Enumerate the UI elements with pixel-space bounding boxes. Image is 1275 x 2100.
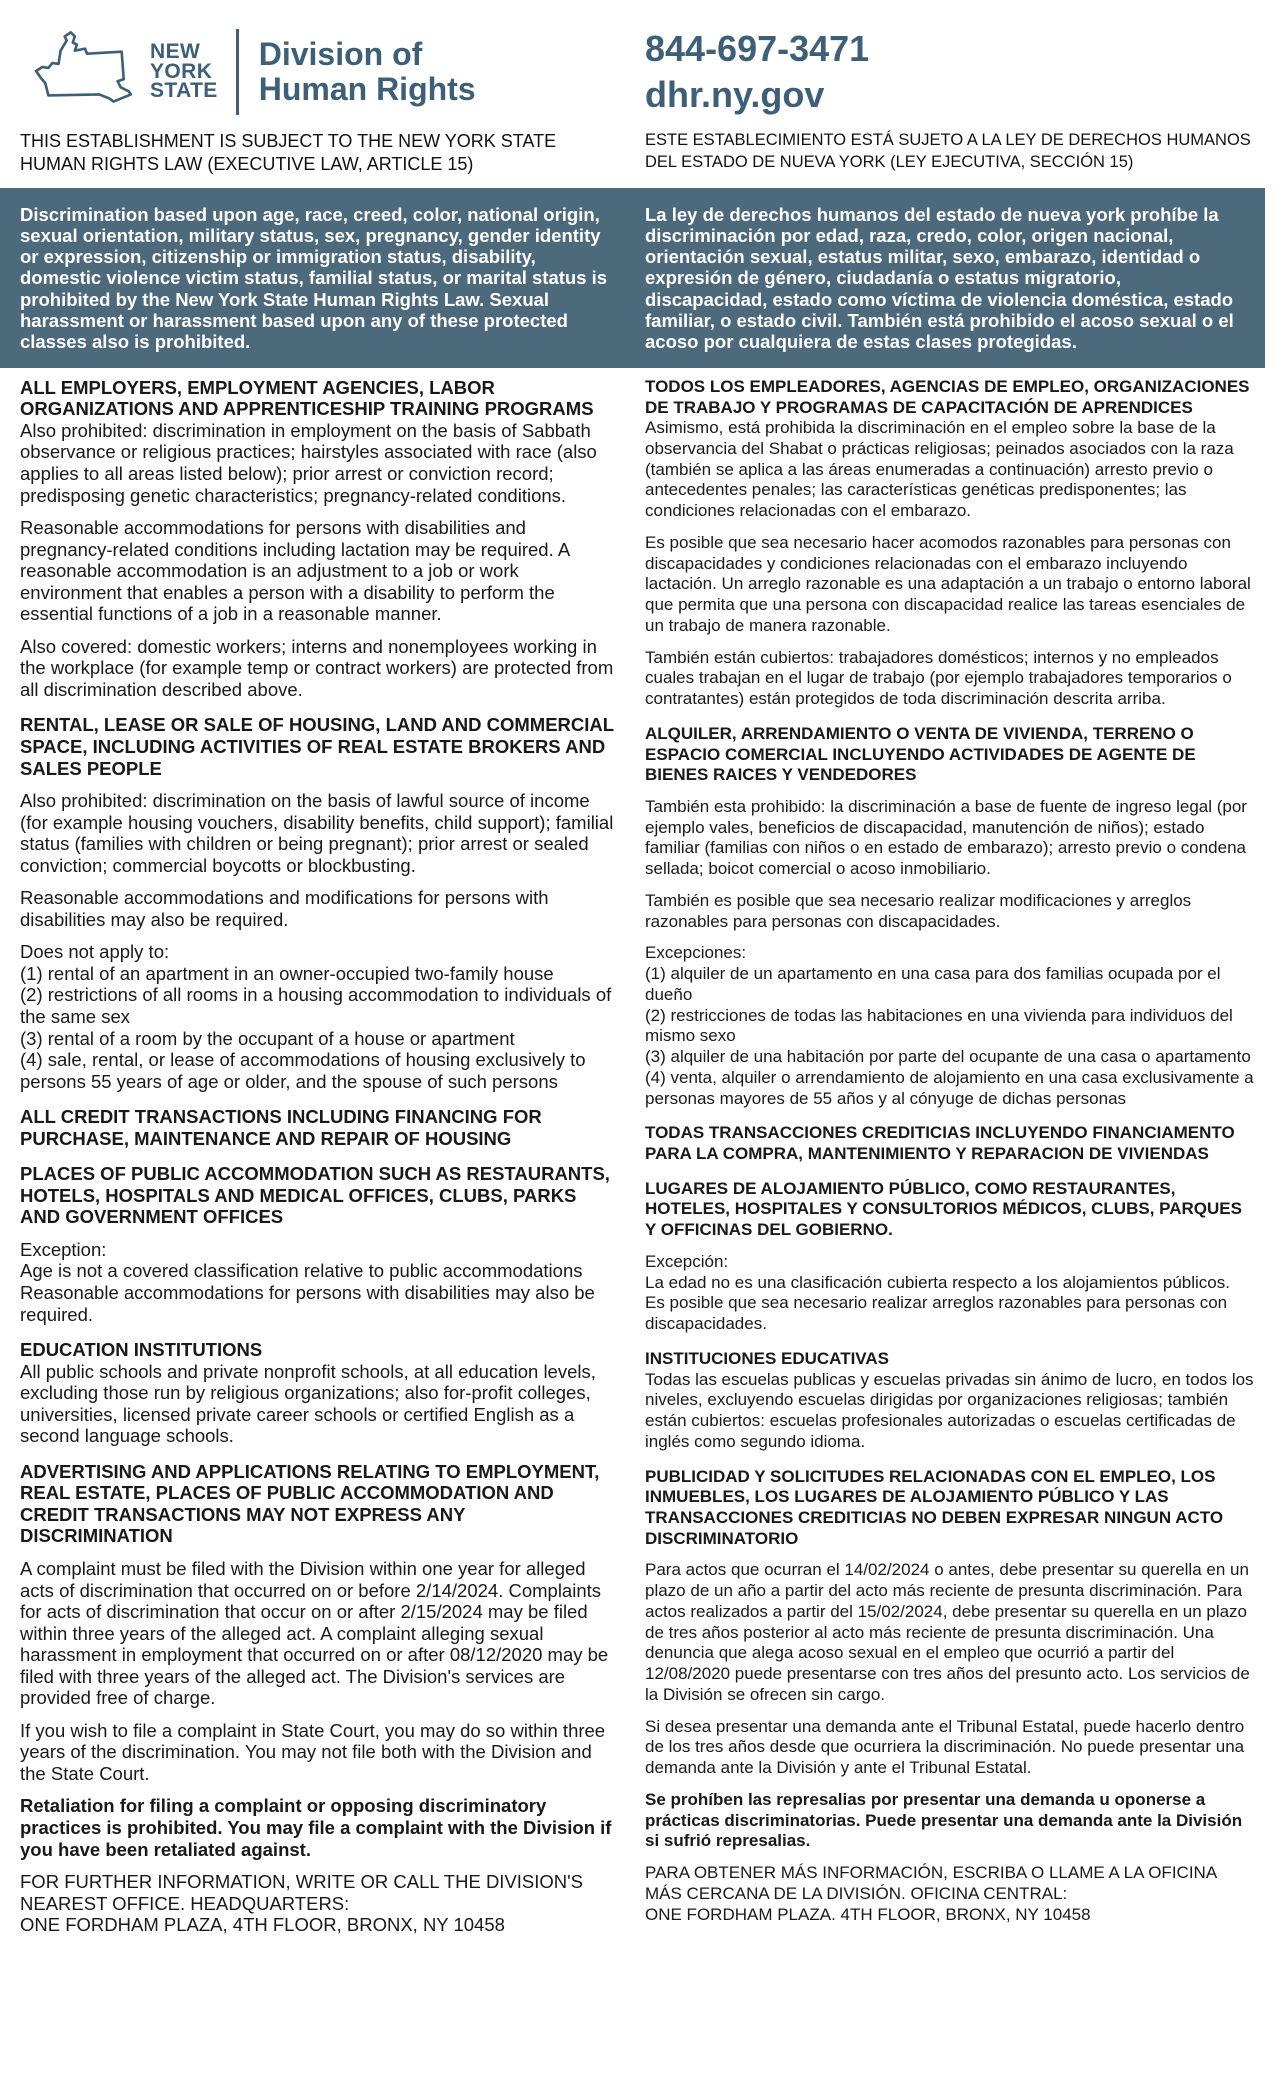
section-heading: ALL CREDIT TRANSACTIONS INCLUDING FINANCING FOR PURCHASE, MAINTENANCE AND REPAIR OF HOUSING [20, 1106, 542, 1149]
paragraph: Asimismo, está prohibida la discriminación en el empleo sobre la base de la observancia del Shabat o prácticas religiosas; peinados asociados con la raza (también se aplica a las áreas enumeradas a continuación) arresto previo o antecedentes penales; las características genéticas predisponentes; las condiciones relacionadas con el embarazo. [645, 418, 1234, 521]
section-heading: TODAS TRANSACCIONES CREDITICIAS INCLUYENDO FINANCIAMENTO PARA LA COMPRA, MANTENIMIENTO Y REPARACION DE VIVIENDAS [645, 1123, 1235, 1163]
subject-row [0, 122, 1275, 176]
paragraph: Also prohibited: discrimination in employment on the basis of Sabbath observance or religious practices; hairstyles associated with race (also applies to all areas listed below); prior arrest or conviction record; predisposing genetic characteristics; pregnancy-related conditions. [20, 419, 597, 506]
paragraph: También están cubiertos: trabajadores domésticos; internos y no empleados cuales trabajan en el lugar de trabajo (por ejemplo trabajadores temporarios o contratantes) están protegidos de toda discriminación descrita arriba. [645, 647, 1232, 709]
logo-division-name: Division of Human Rights [258, 36, 476, 107]
paragraph: Excepción: La edad no es una clasificación cubierta respecto a los alojamientos públicos. Es posible que sea necesario realizar arreglos razonables para personas con discapacidades. [645, 1251, 1230, 1334]
paragraph: Para actos que ocurran el 14/02/2024 o antes, debe presentar su querella en un plazo de un año a partir del acto más reciente de presunta discriminación. Para actos realizados a partir del 15/02/2024, debe presentar su querella en un plazo de tres años posterior al acto más reciente de presunta discriminación. Una denuncia que alega acoso sexual en el empleo que ocurrió a partir del 12/08/2020 puede presentarse con tres años del presunto acto. Los servicios de la División se ofrecen sin cargo. [645, 1560, 1250, 1704]
paragraph: PARA OBTENER MÁS INFORMACIÓN, ESCRIBA O LLAME A LA OFICINA MÁS CERCANA DE LA DIVISIÓN. OFICINA CENTRAL: ONE FORDHAM PLAZA. 4TH FLOOR, BRONX, NY 10458 [645, 1863, 1217, 1924]
section-heading: TODOS LOS EMPLEADORES, AGENCIAS DE EMPLEO, ORGANIZACIONES DE TRABAJO Y PROGRAMAS DE CAPACITACIÓN DE APRENDICES [645, 376, 1250, 417]
paragraph: Does not apply to: (1) rental of an apartment in an owner-occupied two-family house (2) restrictions of all rooms in a housing accommodation to individuals of the same sex (3) rental of a room by the occupant of a house or apartment (4) sale, rental, or lease of accommodations of housing exclusively to persons 55 years of age or older, and the spouse of such persons [20, 941, 612, 1092]
section-heading: PUBLICIDAD Y SOLICITUDES RELACIONADAS CON EL EMPLEO, LOS INMUEBLES, LOS LUGARES DE ALOJAMIENTO PÚBLICO Y LAS TRANSACCIONES CREDITICIAS NO DEBEN EXPRESAR NINGUN ACTO DISCRIMINATORIO [645, 1466, 1224, 1548]
banner-text-es: La ley de derechos humanos del estado de nueva york prohíbe la discriminación por edad, raza, credo, color, origen nacional, orientación sexual, estatus militar, sexo, embarazo, identidad o expresión de género, ciudadanía o estatus migratorio, discapacidad, estado como víctima de violencia doméstica, estado familiar, o estado civil. También está prohibido el acoso sexual o el acoso por cualquiera de estas clases protegidas. [645, 204, 1234, 352]
ny-state-outline-icon [28, 26, 140, 117]
subject-statement-es: ESTE ESTABLECIMIENTO ESTÁ SUJETO A LA LEY DE DERECHOS HUMANOS DEL ESTADO DE NUEVA YORK (LEY EJECUTIVA, SECCIÓN 15) [645, 131, 1251, 171]
paragraph: Se prohíben las represalias por presentar una demanda u oponerse a prácticas discriminatorias. Puede presentar una demanda ante la División si sufrió represalias. [645, 1789, 1243, 1851]
section-heading: INSTITUCIONES EDUCATIVAS [645, 1348, 889, 1368]
paragraph: FOR FURTHER INFORMATION, WRITE OR CALL THE DIVISION'S NEAREST OFFICE. HEADQUARTERS: ONE FORDHAM PLAZA, 4TH FLOOR, BRONX, NY 10458 [20, 1871, 584, 1936]
phone-number: 844-697-3471 [645, 28, 870, 69]
website-url: dhr.ny.gov [645, 74, 825, 116]
banner-text-en: Discrimination based upon age, race, creed, color, national origin, sexual orientation, military status, sex, pregnancy, gender identity or expression, citizenship or immigration status, disability, domestic violence victim status, familial status, or marital status is prohibited by the New York State Human Rights Law. Sexual harassment or harassment based upon any of these protected classes also is prohibited. [20, 204, 608, 352]
paragraph: Es posible que sea necesario hacer acomodos razonables para personas con discapacidades y condiciones relacionadas con el embarazo incluyendo lactación. Un arreglo razonable es una adaptación a un trabajo o entorno laboral que permita que una persona con discapacidad realice las tareas esenciales de un trabajo de manera razonable. [645, 532, 1251, 635]
paragraph: Excepciones: (1) alquiler de un apartamento en una casa para dos familias ocupada por el dueño (2) restricciones de todas las habitaciones en una vivienda para individuos del mismo sexo (3) alquiler de una habitación por parte del ocupante de una casa o apartamento (4) venta, alquiler o arrendamiento de alojamiento en una casa exclusivamente a personas mayores de 55 años y al cónyuge de dichas personas [645, 943, 1254, 1108]
paragraph: Reasonable accommodations for persons with disabilities and pregnancy-related conditions including lactation may be required. A reasonable accommodation is an adjustment to a job or work environment that enables a person with a disability to perform the essential functions of a job in a reasonable manner. [20, 517, 570, 625]
section-heading: ALQUILER, ARRENDAMIENTO O VENTA DE VIVIENDA, TERRENO O ESPACIO COMERCIAL INCLUYENDO ACTIVIDADES DE AGENTE DE BIENES RAICES Y VENDEDORES [645, 723, 1196, 785]
logo-state-name: NEW YORK STATE [150, 39, 218, 103]
nys-dhr-logo [20, 26, 620, 117]
section-heading: EDUCATION INSTITUTIONS [20, 1339, 263, 1361]
paragraph: Todas las escuelas publicas y escuelas privadas sin ánimo de lucro, en todos los niveles, excluyendo escuelas dirigidas por organizaciones religiosas; también están cubiertos: escuelas profesionales autorizadas o escuelas certificadas de inglés como segundo idioma. [645, 1369, 1254, 1451]
paragraph: Si desea presentar una demanda ante el Tribunal Estatal, puede hacerlo dentro de los tres años desde que ocurriera la discriminación. No puede presentar una demanda ante la División y ante el Tribunal Estatal. [645, 1716, 1245, 1778]
paragraph: A complaint must be filed with the Division within one year for alleged acts of discrimination that occurred on or before 2/14/2024. Complaints for acts of discrimination that occur on or after 2/15/2024 may be filed within three years of the alleged act. A complaint alleging sexual harassment in employment that occurred on or after 08/12/2020 may be filed with three years of the alleged act. The Division's services are provided free of charge. [20, 1558, 609, 1709]
section-heading: RENTAL, LEASE OR SALE OF HOUSING, LAND AND COMMERCIAL SPACE, INCLUDING ACTIVITIES OF REAL ESTATE BROKERS AND SALES PEOPLE [20, 714, 614, 779]
paragraph: Exception: Age is not a covered classification relative to public accommodations Reasonable accommodations for persons with disabilities may also be required. [20, 1238, 595, 1325]
paragraph: Also covered: domestic workers; interns and nonemployees working in the workplace (for example temp or contract workers) are protected from all discrimination described above. [20, 635, 614, 700]
paragraph: Reasonable accommodations and modifications for persons with disabilities may also be required. [20, 887, 549, 930]
column-spanish [645, 377, 1255, 1936]
body-columns [0, 368, 1275, 1936]
paragraph: All public schools and private nonprofit schools, at all education levels, excluding those run by religious organizations; also for-profit colleges, universities, licensed private career schools or certified English as a second language schools. [20, 1360, 596, 1447]
section-heading: ALL EMPLOYERS, EMPLOYMENT AGENCIES, LABOR ORGANIZATIONS AND APPRENTICESHIP TRAINING PROGRAMS [20, 376, 594, 420]
protected-classes-banner [0, 188, 1265, 368]
subject-statement-en: THIS ESTABLISHMENT IS SUBJECT TO THE NEW YORK STATE HUMAN RIGHTS LAW (EXECUTIVE LAW, ARTICLE 15) [20, 131, 557, 175]
paragraph: También es posible que sea necesario realizar modificaciones y arreglos razonables para personas con discapacidades. [645, 890, 1192, 931]
paragraph: Retaliation for filing a complaint or opposing discriminatory practices is prohibited. You may file a complaint with the Division if you have been retaliated against. [20, 1795, 612, 1860]
contact-info [620, 26, 1255, 118]
section-heading: ADVERTISING AND APPLICATIONS RELATING TO EMPLOYMENT, REAL ESTATE, PLACES OF PUBLIC ACCOMMODATION AND CREDIT TRANSACTIONS MAY NOT EXPRESS ANY DISCRIMINATION [20, 1460, 600, 1547]
section-heading: LUGARES DE ALOJAMIENTO PÚBLICO, COMO RESTAURANTES, HOTELES, HOSPITALES Y CONSULTORIOS MÉDICOS, CLUBS, PARQUES Y OFFICINAS DEL GOBIERNO. [645, 1178, 1242, 1240]
section-heading: PLACES OF PUBLIC ACCOMMODATION SUCH AS RESTAURANTS, HOTELS, HOSPITALS AND MEDICAL OFFICES, CLUBS, PARKS AND GOVERNMENT OFFICES [20, 1163, 610, 1228]
logo-divider [236, 29, 239, 115]
paragraph: If you wish to file a complaint in State Court, you may do so within three years of the discrimination. You may not file both with the Division and the State Court. [20, 1719, 606, 1784]
header [0, 0, 1275, 122]
paragraph: También esta prohibido: la discriminación a base de fuente de ingreso legal (por ejemplo vales, beneficios de discapacidad, manutención de niños); estado familiar (familias con niños o en estado de embarazo); arresto previo o condena sellada; boicot comercial o acoso inmobiliario. [645, 796, 1247, 879]
paragraph: Also prohibited: discrimination on the basis of lawful source of income (for example housing vouchers, disability benefits, child support); familial status (families with children or being pregnant); prior arrest or sealed conviction; commercial boycotts or blockbusting. [20, 790, 614, 876]
column-english [20, 377, 620, 1936]
